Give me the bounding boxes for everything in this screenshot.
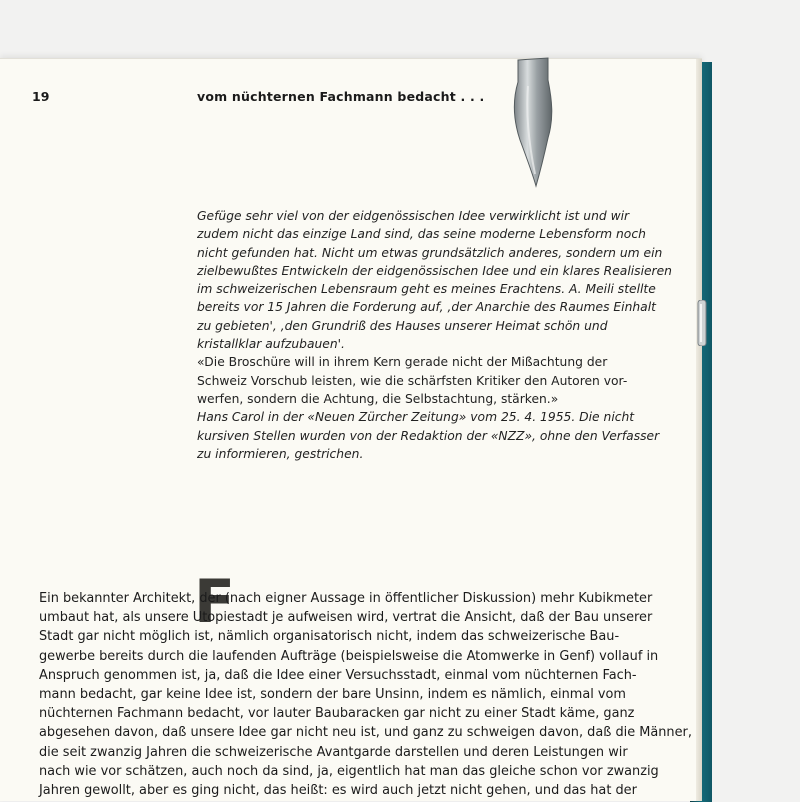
body-line: die seit zwanzig Jahren die schweizerische Avantgarde darstellen und deren Leistungen wir — [39, 744, 628, 760]
body-line: nach wie vor schätzen, auch noch da sind, ja, eigentlich hat man das gleiche schon vor zwanzig — [39, 763, 659, 779]
page-edge — [696, 59, 702, 801]
body-line: umbaut hat, als unsere Utopiestadt je aufweisen wird, vertrat die Ansicht, daß der Bau unserer — [39, 610, 653, 626]
quote-line: zielbewußtes Entwickeln der eidgenössischen Idee und ein klares Realisieren — [197, 263, 672, 278]
quote-line: kursiven Stellen wurden von der Redaktion der «NZZ», ohne den Verfasser — [197, 428, 660, 443]
quote-line: zu gebieten', ‚den Grundriß des Hauses unserer Heimat schön und — [197, 318, 608, 333]
book-page — [0, 58, 702, 801]
quote-line: «Die Broschüre will in ihrem Kern gerade nicht der Mißachtung der — [197, 355, 608, 370]
running-head: vom nüchternen Fachmann bedacht . . . — [197, 89, 485, 104]
drop-cap-initial: F — [194, 567, 235, 637]
body-line: Stadt gar nicht möglich ist, nämlich organisatorisch nicht, indem das schweizerische Bau- — [39, 629, 620, 645]
body-line: Jahren gewollt, aber es ging nicht, das heißt: es wird auch jetzt nicht gehen, und das hat der — [39, 783, 637, 799]
quote-line: zu informieren, gestrichen. — [197, 446, 364, 461]
quote-line: Gefüge sehr viel von der eidgenössischen Idee verwirklicht ist und wir — [197, 209, 630, 223]
quote-line: zudem nicht das einzige Land sind, das seine moderne Lebensform noch — [197, 227, 646, 242]
body-line: Ein bekannter Architekt, der (nach eigner Aussage in öffentlicher Diskussion) mehr Kubikmeter — [39, 591, 653, 606]
quote-line: nicht gefunden hat. Nicht um etwas grundsätzlich anderes, sondern um ein — [197, 245, 663, 260]
quote-line: werfen, sondern die Achtung, die Selbstachtung, stärken.» — [197, 391, 559, 406]
metal-clip — [696, 300, 708, 346]
quotation-block — [197, 207, 681, 463]
quote-line: im schweizerischen Lebensraum geht es meines Erachtens. A. Meili stellte — [197, 282, 656, 297]
body-line: abgesehen davon, daß unsere Idee gar nicht neu ist, und ganz zu schweigen davon, daß die Männer, — [39, 725, 692, 741]
quote-line: Schweiz Vorschub leisten, wie die schärfsten Kritiker den Autoren vor- — [197, 373, 628, 388]
body-line: nüchternen Fachmann bedacht, vor lauter Baubaracken gar nicht zu einer Stadt käme, ganz — [39, 706, 635, 722]
body-line: gewerbe bereits durch die laufenden Aufträge (beispielsweise die Atomwerke in Genf) vollauf in — [39, 648, 659, 664]
body-line: mann bedacht, gar keine Idee ist, sondern der bare Unsinn, indem es nämlich, einmal vom — [39, 687, 626, 703]
metal-bookmark[interactable] — [508, 56, 558, 190]
quote-line: Hans Carol in der «Neuen Zürcher Zeitung» vom 25. 4. 1955. Die nicht — [197, 410, 635, 425]
body-line: Anspruch genommen ist, ja, daß die Idee einer Versuchsstadt, einmal vom nüchternen Fach- — [39, 667, 637, 683]
body-paragraph — [39, 589, 692, 800]
quote-line: kristallklar aufzubauen'. — [197, 337, 345, 352]
quote-line: bereits vor 15 Jahren die Forderung auf, ‚der Anarchie des Raumes Einhalt — [197, 300, 656, 315]
page-number: 19 — [32, 89, 50, 104]
